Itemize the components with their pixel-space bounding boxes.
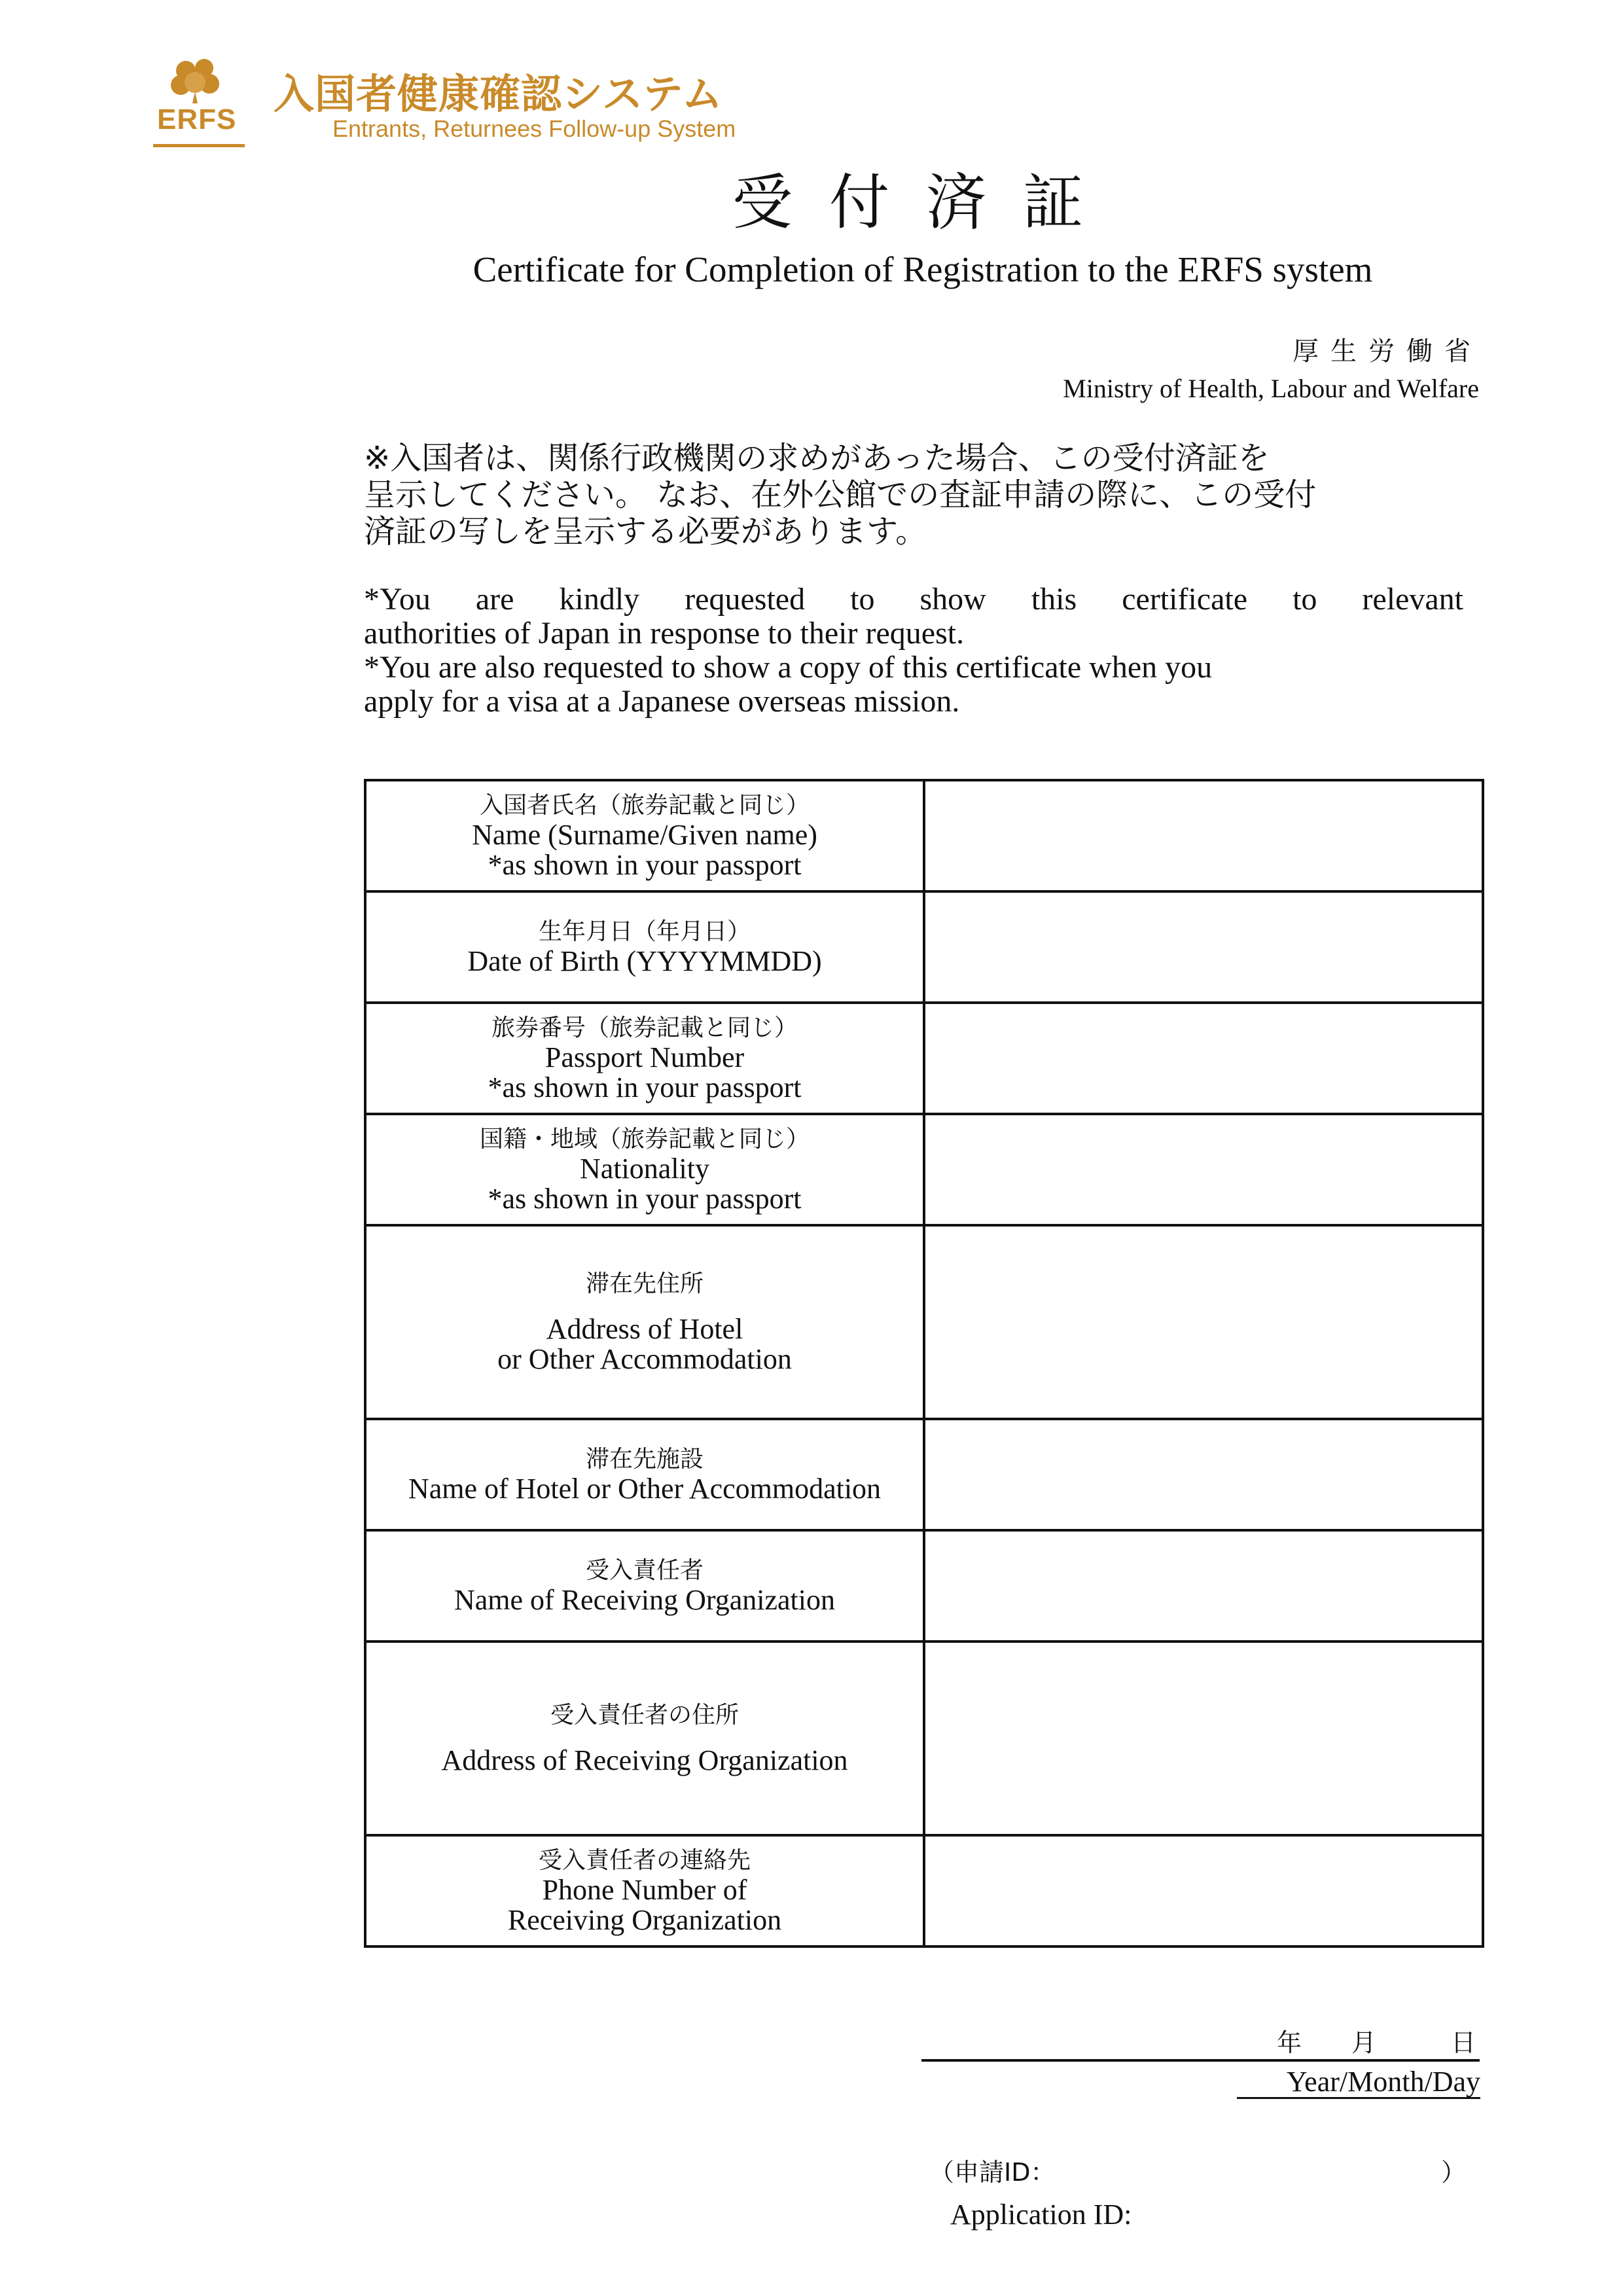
field-label-en: Date of Birth (YYYYMMDD) [467,945,822,977]
issuer-jp: 厚生労働省 [1293,336,1482,367]
table-row [365,1530,1483,1641]
field-value [924,1003,1483,1114]
field-label [365,1530,924,1641]
notice-en-line: apply for a visa at a Japanese overseas mission. [364,684,960,719]
logo-underline [153,144,245,147]
field-label-en: Nationality [580,1153,709,1185]
field-value [924,780,1483,891]
field-label-en: Name of Receiving Organization [454,1584,835,1616]
table-row [365,1225,1483,1419]
field-label-jp: 受入責任者の連絡先 [538,1847,751,1874]
field-label-jp: 滞在先施設 [585,1446,704,1473]
application-id-label-en: Application ID: [950,2198,1132,2231]
field-label [365,891,924,1003]
field-label-note: *as shown in your passport [488,1183,802,1215]
field-label-en: Address of Hotel [546,1313,743,1345]
field-label [365,1003,924,1114]
field-label-jp: 生年月日（年月日） [538,918,751,945]
field-label [365,1419,924,1530]
certificate-title-jp: 受付済証 [732,168,1120,238]
field-value [924,1530,1483,1641]
field-label-jp: 国籍・地域（旅券記載と同じ） [479,1126,810,1153]
field-label [365,1641,924,1835]
field-value [924,1114,1483,1225]
field-label-jp: 旅券番号（旅券記載と同じ） [491,1014,798,1041]
field-label-jp: 受入責任者 [585,1557,704,1584]
table-row [365,1835,1483,1946]
certificate-title-en: Certificate for Completion of Registration to the ERFS system [473,249,1373,289]
field-value [924,891,1483,1003]
field-label-note: *as shown in your passport [488,849,802,881]
field-label-jp: 入国者氏名（旅券記載と同じ） [479,792,810,819]
notice-en-line: *You are also requested to show a copy of this certificate when you [364,650,1213,685]
date-signature-line [921,2059,1480,2062]
notice-en-line: *You are kindly requested to show this certificate to relevant [364,582,1463,617]
field-label-en: Name of Hotel or Other Accommodation [408,1473,882,1505]
notice-en [364,583,1463,719]
application-id-jp [929,2152,1466,2188]
table-row [365,1003,1483,1114]
field-label [365,1225,924,1419]
field-label-jp: 受入責任者の住所 [550,1702,739,1729]
issuer-en: Ministry of Health, Labour and Welfare [1063,374,1479,403]
notice-jp [364,440,1476,550]
table-row [365,1419,1483,1530]
field-value [924,1641,1483,1835]
table-row [365,891,1483,1003]
logo-en-name: Entrants, Returnees Follow-up System [332,115,736,142]
field-label-note: *as shown in your passport [488,1071,802,1103]
field-label-en: or Other Accommodation [497,1343,792,1375]
logo-erfs-text: ERFS [157,103,237,135]
field-label [365,1114,924,1225]
notice-jp-line: 済証の写しを呈示する必要があります。 [364,513,927,550]
field-value [924,1225,1483,1419]
field-value [924,1419,1483,1530]
logo-jp-name: 入国者健康確認システム [274,70,723,118]
notice-jp-line: 呈示してください。 なお、在外公館での査証申請の際に、この受付 [364,476,1317,513]
field-label-en: Passport Number [544,1041,745,1073]
application-id-label-jp: （申請ID： [929,2158,1056,2187]
field-label-en: Name (Surname/Given name) [472,819,817,851]
date-label-jp: 年 月 日 [1276,2028,1476,2057]
field-label-en: Receiving Organization [507,1904,782,1936]
field-label-en: Phone Number of [542,1874,747,1906]
registration-table [364,779,1484,1948]
table-row [365,780,1483,891]
date-label-en: Year/Month/Day [1237,2067,1480,2099]
application-id-close-paren: ） [1440,2158,1466,2187]
table-row [365,1641,1483,1835]
field-value [924,1835,1483,1946]
field-label [365,1835,924,1946]
field-label-en: Address of Receiving Organization [441,1744,848,1776]
table-row [365,1114,1483,1225]
notice-en-line: authorities of Japan in response to their request. [364,616,965,651]
erfs-logo [149,52,804,151]
field-label [365,780,924,891]
notice-jp-line: ※入国者は、関係行政機関の求めがあった場合、この受付済証を [364,440,1270,476]
field-label-jp: 滞在先住所 [585,1270,704,1297]
